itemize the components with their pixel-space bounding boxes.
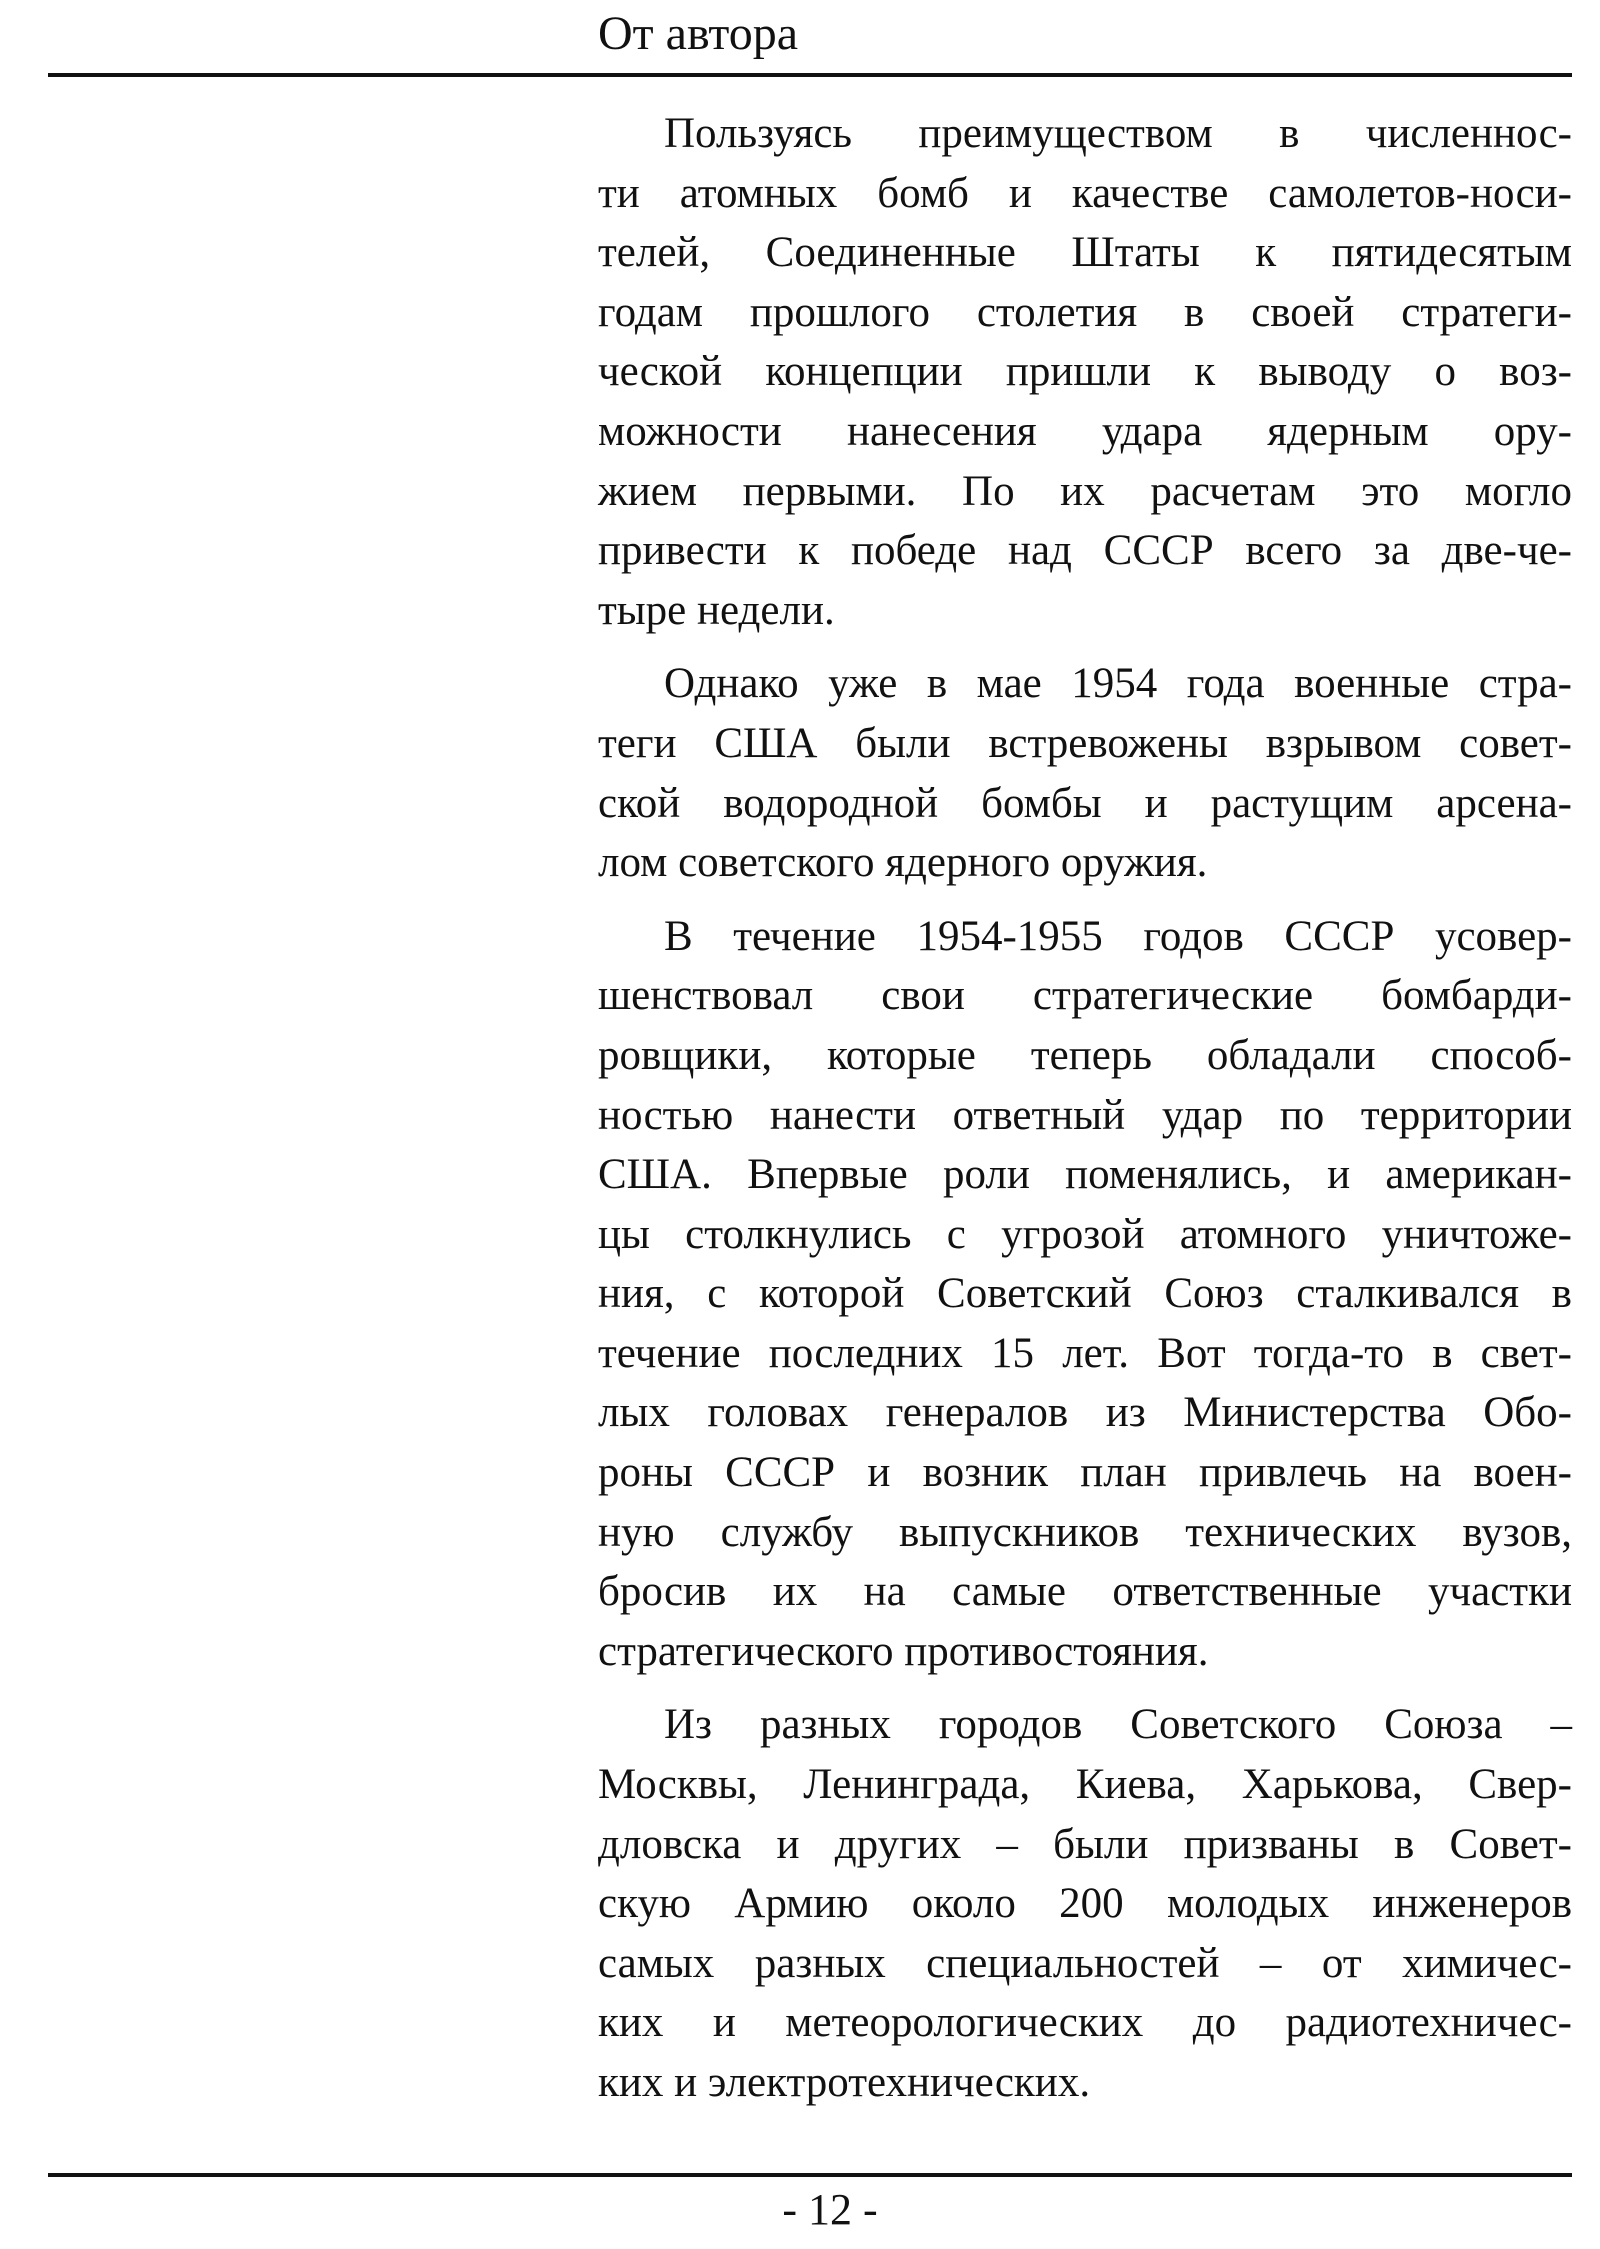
text-line: роны СССР и возник план привлечь на воен- bbox=[598, 1449, 1572, 1497]
text-line: ти атомных бомб и качестве самолетов-носи- bbox=[598, 169, 1572, 217]
text-line: ровщики, которые теперь обладали способ- bbox=[598, 1031, 1572, 1079]
text-line: годам прошлого столетия в своей стратеги- bbox=[598, 288, 1572, 336]
running-header bbox=[0, 0, 1600, 72]
text-line: Однако уже в мае 1954 года военные стра- bbox=[664, 660, 1572, 708]
text-column bbox=[598, 104, 1572, 2127]
text-line: тыре недели. bbox=[598, 586, 835, 634]
header-rule bbox=[48, 73, 1572, 77]
text-line: привести к победе над СССР всего за две-че- bbox=[598, 527, 1572, 575]
text-line: ких и метеорологических до радиотехничес- bbox=[598, 1999, 1572, 2047]
text-line: самых разных специальностей – от химичес- bbox=[598, 1939, 1572, 1987]
text-line: стратегического противостояния. bbox=[598, 1627, 1209, 1675]
text-line: В течение 1954-1955 годов СССР усовер- bbox=[664, 912, 1572, 960]
text-line: можности нанесения удара ядерным ору- bbox=[598, 407, 1572, 455]
text-line: теги США были встревожены взрывом совет- bbox=[598, 719, 1572, 767]
paragraph-3 bbox=[598, 907, 1572, 1682]
text-line: лом советского ядерного оружия. bbox=[598, 839, 1208, 887]
text-line: жием первыми. По их расчетам это могло bbox=[598, 467, 1572, 515]
text-line: течение последних 15 лет. Вот тогда-то в свет- bbox=[598, 1329, 1572, 1377]
text-line: скую Армию около 200 молодых инженеров bbox=[598, 1880, 1572, 1928]
chapter-title: От автора bbox=[598, 7, 799, 60]
page-number: - 12 - bbox=[782, 2185, 878, 2234]
text-line: США. Впервые роли поменялись, и американ- bbox=[598, 1151, 1572, 1199]
text-line: цы столкнулись с угрозой атомного уничтоже- bbox=[598, 1210, 1572, 1258]
text-line: ческой концепции пришли к выводу о воз- bbox=[598, 348, 1572, 396]
text-line: ской водородной бомбы и растущим арсена- bbox=[598, 779, 1572, 827]
text-line: бросив их на самые ответственные участки bbox=[598, 1568, 1572, 1616]
text-line: ких и электротехнических. bbox=[598, 2059, 1091, 2106]
text-line: дловска и других – были призваны в Совет- bbox=[598, 1820, 1572, 1868]
text-line: Из разных городов Советского Союза – bbox=[664, 1701, 1572, 1749]
paragraph-4 bbox=[598, 1695, 1572, 2112]
text-line: телей, Соединенные Штаты к пятидесятым bbox=[598, 229, 1572, 277]
text-line: ния, с которой Советский Союз сталкивался в bbox=[598, 1270, 1572, 1318]
text-line: Пользуясь преимуществом в численнос- bbox=[664, 110, 1572, 157]
footer-rule bbox=[48, 2173, 1572, 2177]
text-line: ностью нанести ответный удар по территории bbox=[598, 1091, 1572, 1139]
text-line: шенствовал свои стратегические бомбарди- bbox=[598, 972, 1572, 1020]
paragraph-1 bbox=[598, 104, 1572, 640]
page-footer bbox=[0, 2182, 1600, 2242]
text-line: ную службу выпускников технических вузов, bbox=[598, 1508, 1572, 1556]
text-line: лых головах генералов из Министерства Обо- bbox=[598, 1389, 1572, 1437]
text-line: Москвы, Ленинграда, Киева, Харькова, Свер- bbox=[598, 1761, 1572, 1809]
paragraph-2 bbox=[598, 654, 1572, 892]
